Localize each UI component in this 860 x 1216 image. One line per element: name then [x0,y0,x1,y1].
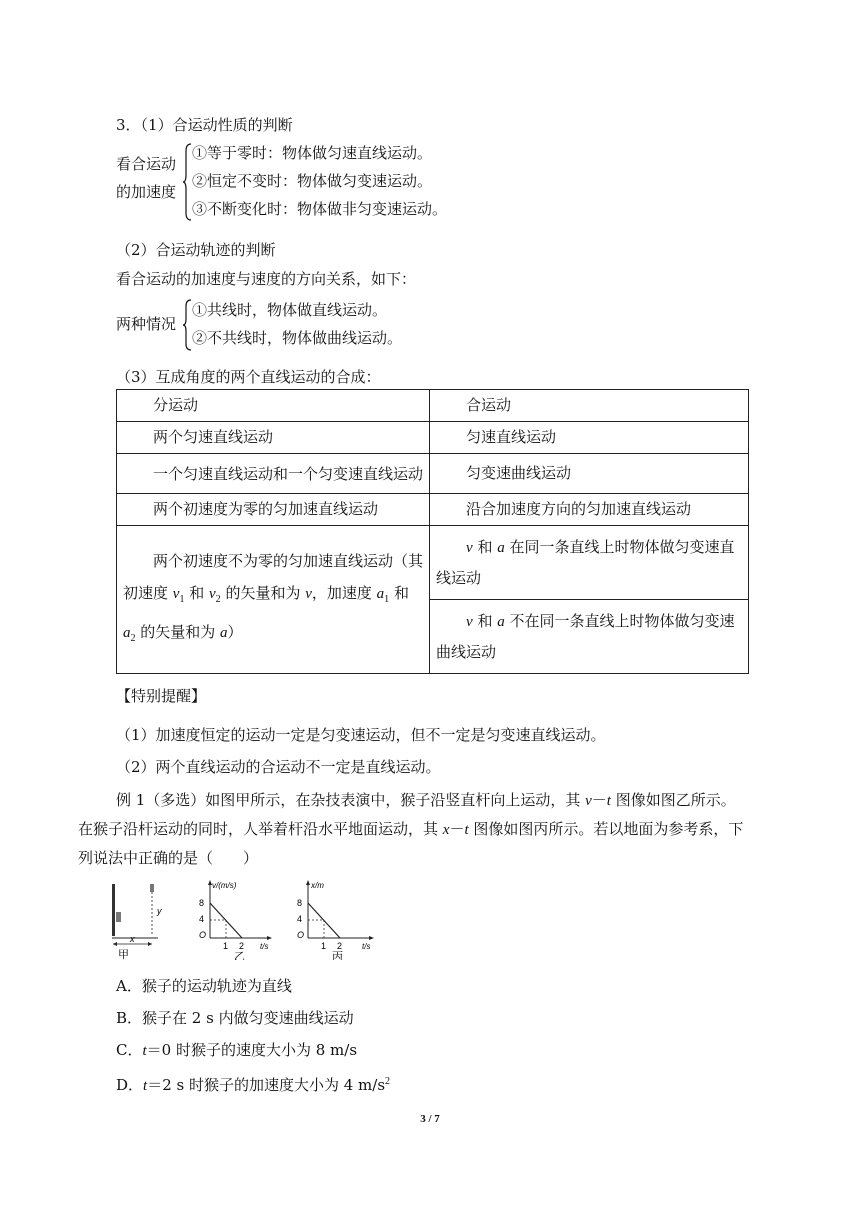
superscript: 2 [385,1076,391,1087]
var-x: x [442,822,450,838]
cell-text: ） [227,622,243,641]
var-t: t [464,822,469,838]
table-header-component: 分运动 [153,396,199,414]
figure-bing [297,880,374,960]
example-question [78,786,748,872]
var-v: v [585,793,592,809]
cell-text: 的矢量和为 [135,622,221,641]
option-a: A．猴子的运动轨迹为直线 [116,977,292,995]
figure-yi-label: 乙 [234,951,245,960]
brace-label-line2: 的加速度 [116,183,177,201]
table-row [117,494,749,526]
question-text: 图像如图乙所示。在猴子沿杆运动的同时，人举着杆沿水平地面运动，其 [78,791,736,838]
cell-text: ，加速度 [311,583,377,602]
var-a: a [376,585,385,602]
table-row [117,454,749,494]
cell-text: 和 [472,538,498,556]
cell-text: 的矢量和为 [220,583,306,602]
cell-text: 在同一条直线上时物体做匀变速直线运动 [436,538,735,587]
figure-yi [199,880,272,960]
table-row [117,526,749,600]
example-figures [110,878,390,960]
section-3-title: 3．（1）合运动性质的判断 [116,116,293,134]
page-number: 3 / 7 [420,1113,440,1125]
option-text: ＝0 时猴子的速度大小为 8 m/s [146,1041,358,1059]
minus-sign: － [449,820,465,838]
tick-label: 2 [337,941,343,951]
table-header-row [117,390,749,422]
subscript: 2 [215,593,221,605]
section-3-3-title: （3）互成角度的两个直线运动的合成： [116,368,381,386]
monkey-icon [150,884,154,892]
option-text: ＝2 s 时猴子的加速度大小为 4 m/s [147,1076,386,1094]
tick-label: 8 [199,898,205,908]
subscript: 1 [384,593,390,605]
t-axis-label: t/s [260,942,269,951]
var-v: v [466,614,473,630]
tip-title: 【特别提醒】 [116,687,207,705]
bing-y-axis-label: x/m [311,881,324,890]
section-3-2-description: 看合运动的加速度与速度的方向关系，如下： [116,270,417,288]
cell-text: 和 [184,583,209,602]
tick-label: 8 [297,898,303,908]
accel-item-3: ③不断变化时：物体做非匀变速运动。 [192,200,448,218]
cell-text: 两个初速度不为零的匀加速直线运动（其初速度 [123,551,424,602]
tip-item-2: （2）两个直线运动的合运动不一定是直线运动。 [116,758,441,776]
table-cell [123,545,423,655]
var-v: v [305,585,312,602]
option-prefix: C． [116,1041,143,1059]
var-a: a [123,624,131,641]
question-text: 例 1（多选）如图甲所示，在杂技表演中，猴子沿竖直杆向上运动，其 [116,791,586,809]
curly-brace-icon [182,299,192,351]
var-a: a [497,614,505,630]
tick-label: 4 [297,914,303,924]
figure-jia [112,884,162,960]
t-axis-label: t/s [362,942,371,951]
motion-synthesis-table [116,389,749,674]
x-label: x [130,934,135,944]
cases-label: 两种情况 [116,315,177,333]
tick-label: 1 [223,941,229,951]
subscript: 2 [130,632,136,644]
yi-y-axis-label: v/(m/s) [212,881,237,890]
table-cell: 匀变速曲线运动 [466,464,572,482]
table-row [117,422,749,454]
figures-svg [110,878,390,960]
var-v: v [466,540,473,556]
table-cell [436,532,742,593]
table-cell: 一个匀速直线运动和一个匀变速直线运动 [153,464,424,483]
cell-text: 和 [472,612,498,630]
cases-brace-block [116,297,516,353]
cases-item-1: ①共线时，物体做直线运动。 [192,301,388,319]
tip-item-1: （1）加速度恒定的运动一定是匀变速运动，但不一定是匀变速直线运动。 [116,726,606,744]
option-b: B．猴子在 2 s 内做匀变速曲线运动 [116,1009,354,1027]
minus-sign: － [591,791,607,809]
origin-label: O [199,930,207,940]
tick-label: 2 [239,941,245,951]
table-header-resultant: 合运动 [466,396,512,414]
y-label: y [157,906,162,916]
tick-label: 1 [321,941,327,951]
table-cell: 匀速直线运动 [466,428,557,446]
brace-label-line1: 看合运动 [116,155,177,173]
var-t: t [143,1078,148,1094]
var-v: v [172,585,180,602]
var-v: v [209,585,216,602]
figure-jia-label: 甲 [118,949,129,960]
table-cell: 沿合加速度方向的匀加速直线运动 [466,500,692,518]
option-prefix: D． [116,1076,144,1094]
option-c [116,1039,357,1062]
figure-bing-label: 丙 [332,951,343,960]
var-t: t [606,793,611,809]
acceleration-brace-block [116,141,516,225]
accel-item-2: ②恒定不变时：物体做匀变速运动。 [192,172,433,190]
table-cell: 两个匀速直线运动 [153,428,274,446]
cell-text: 和 [389,583,409,602]
option-d [116,1071,390,1097]
curly-brace-icon [182,143,192,221]
cell-text: 不在同一条直线上时物体做匀变速曲线运动 [436,612,735,661]
var-a: a [220,624,228,641]
question-text: 图像如图丙所示。若以地面为参考系，下列说法中正确的是（ ） [78,820,744,867]
origin-label: O [297,930,305,940]
section-3-2-title: （2）合运动轨迹的判断 [116,241,276,259]
tick-label: 4 [199,914,205,924]
table-cell [436,606,742,667]
var-t: t [142,1043,147,1059]
var-a: a [497,540,505,556]
table-cell: 两个初速度为零的匀加速直线运动 [153,500,379,518]
subscript: 1 [179,593,185,605]
accel-item-1: ①等于零时：物体做匀速直线运动。 [192,144,433,162]
cases-item-2: ②不共线时，物体做曲线运动。 [192,329,403,347]
